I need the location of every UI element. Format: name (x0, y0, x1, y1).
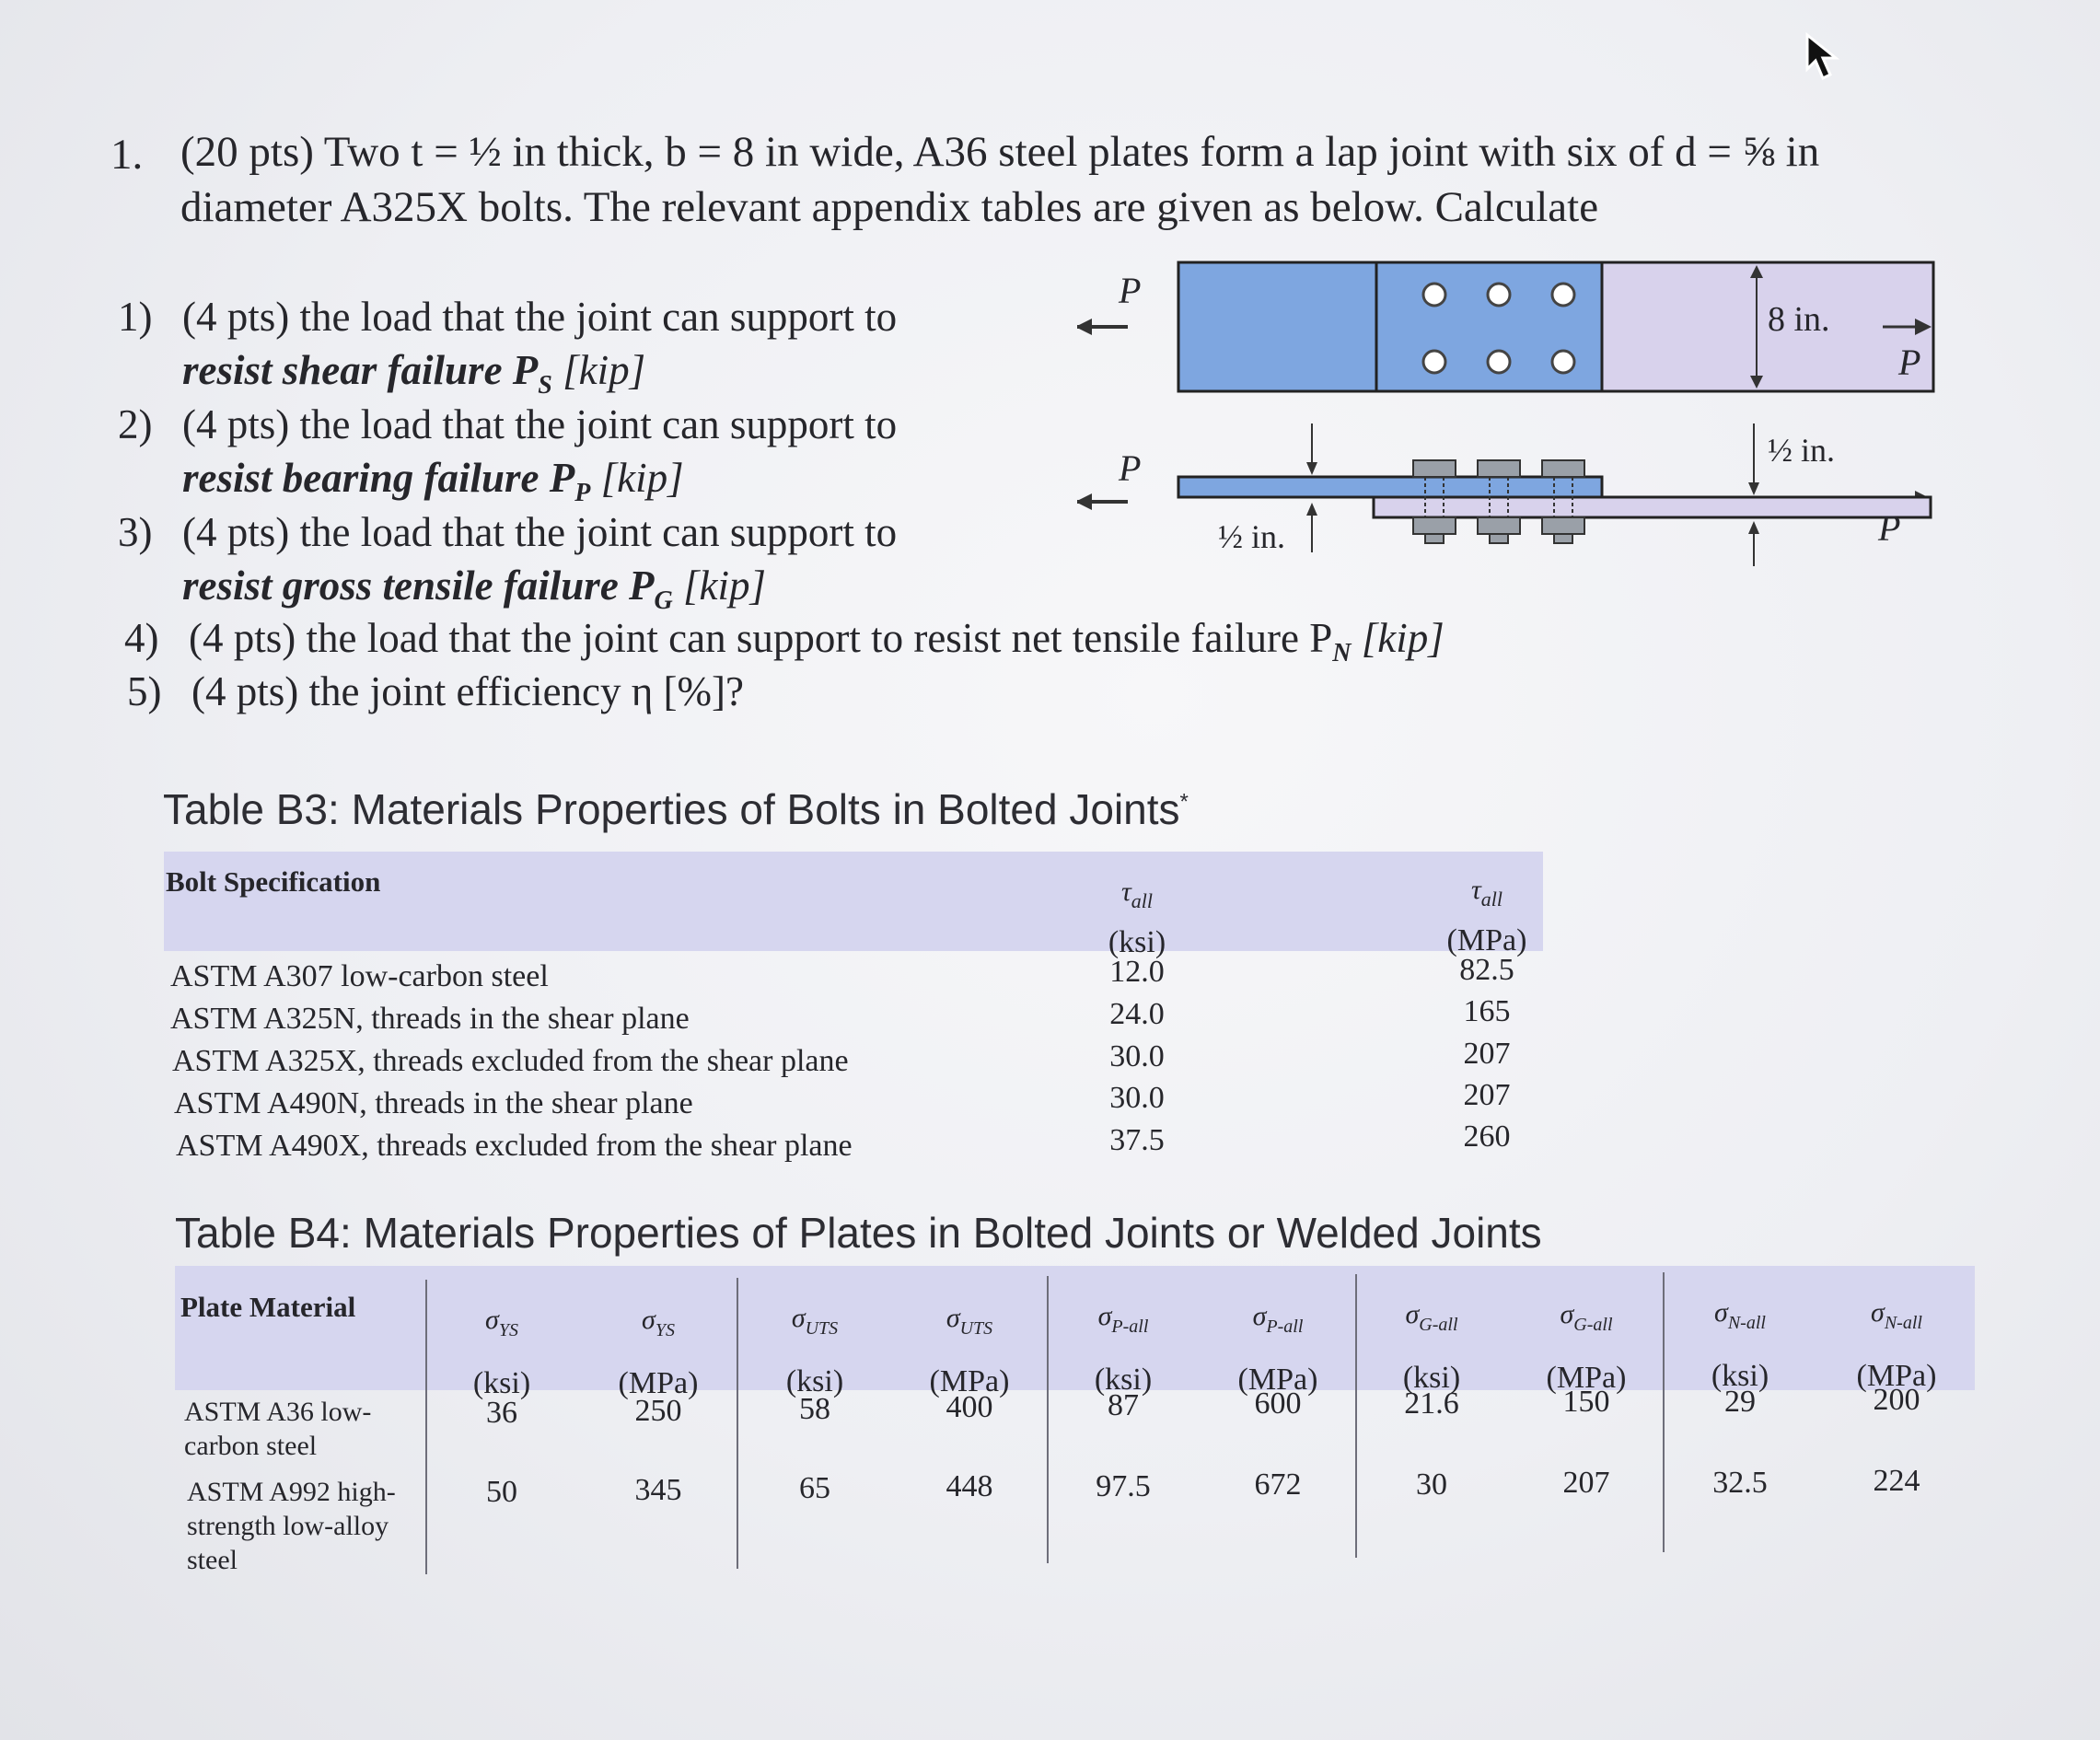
lap-joint-figure (1077, 258, 1979, 571)
table-cell: 224 (1873, 1464, 1920, 1498)
table-cell-mpa: 207 (1463, 1037, 1511, 1071)
table-cell: 207 (1562, 1466, 1610, 1500)
table-cell: 400 (946, 1390, 993, 1424)
table-cell: 345 (634, 1473, 682, 1507)
item-unit: [kip] (672, 563, 767, 609)
table-cell-mpa: 165 (1463, 994, 1511, 1028)
header-col: $\sigma_{UTS}$ (MPa) (929, 1303, 1010, 1398)
plate-side-lower (1374, 497, 1931, 517)
bolt-nut (1413, 517, 1456, 534)
table-row-spec: ASTM A490N, threads in the shear plane (174, 1086, 693, 1120)
table-row-spec: ASTM A325X, threads excluded from the shear plane (172, 1044, 849, 1078)
header-col: $\sigma_{N-all}$ (MPa) (1856, 1297, 1937, 1393)
item-number: 2) (118, 401, 153, 447)
row-material: ASTM A36 low- carbon steel (184, 1397, 372, 1461)
table-row-spec: ASTM A325N, threads in the shear plane (170, 1002, 690, 1036)
bolt-head (1413, 460, 1456, 477)
table-b4-title: Table B4: Materials Properties of Plates in Bolted Joints or Welded Joints (175, 1209, 1542, 1257)
table-cell: 32.5 (1712, 1466, 1768, 1500)
table-cell: 30 (1416, 1467, 1447, 1502)
header-col: $\sigma_{YS}$ (MPa) (618, 1305, 699, 1400)
question-item-3 (118, 505, 897, 628)
item-subscript: G (654, 586, 673, 615)
thickness-label-right: ½ in. (1768, 432, 1836, 469)
item-text: (4 pts) the load that the joint can support to (182, 509, 898, 555)
plate-side-upper (1178, 477, 1602, 497)
table-cell: 600 (1254, 1386, 1302, 1421)
table-cell: 672 (1254, 1467, 1302, 1502)
arrow-down-icon (1306, 462, 1317, 475)
table-cell: 87 (1108, 1388, 1139, 1422)
table-cell: 250 (634, 1394, 682, 1428)
row-material: ASTM A992 high- strength low-alloy steel (187, 1477, 396, 1575)
table-cell-ksi: 37.5 (1109, 1123, 1165, 1157)
item-subscript: P (574, 479, 591, 507)
table-divider (1355, 1274, 1357, 1558)
table-b3-header-spec: Bolt Specification (166, 865, 381, 898)
bolt-hole (1423, 351, 1445, 373)
thickness-label-left: ½ in. (1218, 518, 1286, 555)
bolt-hole (1488, 284, 1510, 306)
header-col: $\sigma_{P-all}$ (ksi) (1094, 1301, 1153, 1397)
table-cell: 200 (1873, 1383, 1920, 1417)
table-cell: 21.6 (1404, 1386, 1459, 1421)
mouse-pointer-icon (1803, 32, 1849, 87)
question-item-1 (118, 290, 897, 412)
load-label-right-bottom: P (1878, 507, 1901, 549)
arrow-down-icon (1748, 482, 1759, 495)
table-cell: 65 (799, 1471, 830, 1505)
item-unit: [kip] (590, 455, 684, 501)
table-cell: 97.5 (1096, 1469, 1151, 1503)
arrow-up-icon (1748, 521, 1759, 534)
bolt-tip (1490, 534, 1508, 543)
item-number: 4) (124, 615, 159, 661)
item-text: (4 pts) the joint efficiency η [%]? (191, 668, 744, 714)
load-label-left-top: P (1119, 270, 1142, 311)
item-number: 5) (127, 668, 162, 714)
item-unit: [kip] (551, 347, 646, 393)
header-col: $\sigma_{G-all}$ (ksi) (1402, 1299, 1461, 1395)
table-b3-header-tau-ksi: $\tau_{all}$ (ksi) (1108, 876, 1166, 959)
item-text-2: resist gross tensile failure P (182, 563, 655, 609)
item-text: (4 pts) the load that the joint can support to (182, 401, 898, 447)
table-b3-header-tau-mpa: $\tau_{all}$ (MPa) (1446, 875, 1527, 957)
item-number: 3) (118, 509, 153, 555)
table-divider (425, 1280, 427, 1574)
item-subscript: S (538, 371, 552, 400)
bolt-tip (1554, 534, 1572, 543)
question-item-2 (118, 398, 897, 520)
table-row-spec: ASTM A307 low-carbon steel (170, 959, 549, 993)
table-cell: 448 (946, 1469, 993, 1503)
table-row-spec: ASTM A490X, threads excluded from the shear plane (176, 1129, 853, 1163)
problem-line-2: diameter A325X bolts. The relevant appendix tables are given as below. Calculate (180, 183, 1599, 231)
table-cell-mpa: 260 (1463, 1119, 1511, 1154)
problem-line-1: (20 pts) Two t = ½ in thick, b = 8 in wide, A36 steel plates form a lap joint with six of d = ⅝ in (180, 128, 1820, 176)
bolt-hole (1552, 284, 1574, 306)
load-label-left-bottom: P (1119, 447, 1142, 489)
bolt-head (1542, 460, 1584, 477)
arrow-left-icon (1077, 493, 1092, 510)
table-cell-ksi: 30.0 (1109, 1039, 1165, 1073)
table-cell-ksi: 24.0 (1109, 997, 1165, 1031)
load-label-right-top: P (1898, 342, 1921, 383)
header-col: $\sigma_{UTS}$ (ksi) (785, 1303, 844, 1398)
table-divider (1047, 1276, 1049, 1563)
width-label: 8 in. (1768, 300, 1830, 339)
table-cell: 58 (799, 1392, 830, 1426)
item-text: (4 pts) the load that the joint can support to (182, 294, 898, 340)
problem-number: 1. (110, 131, 144, 179)
bolt-hole (1488, 351, 1510, 373)
header-col: $\sigma_{P-all}$ (MPa) (1237, 1301, 1318, 1397)
table-cell-mpa: 82.5 (1459, 953, 1514, 987)
header-col: $\sigma_{G-all}$ (MPa) (1546, 1299, 1627, 1395)
table-divider (1663, 1272, 1665, 1552)
table-cell: 29 (1724, 1385, 1756, 1419)
item-number: 1) (118, 294, 153, 340)
bolt-nut (1478, 517, 1520, 534)
table-cell-mpa: 207 (1463, 1078, 1511, 1112)
item-text: (4 pts) the load that the joint can support to resist net tensile failure P (189, 615, 1333, 661)
item-text-2: resist shear failure P (182, 347, 539, 393)
bolt-hole (1552, 351, 1574, 373)
bolt-tip (1425, 534, 1444, 543)
bolt-hole (1423, 284, 1445, 306)
bolt-head (1478, 460, 1520, 477)
arrow-left-icon (1077, 319, 1092, 335)
question-item-5 (127, 665, 744, 718)
item-unit: [kip] (1351, 615, 1444, 661)
table-cell: 36 (486, 1396, 517, 1430)
table-divider (737, 1278, 738, 1569)
header-col: $\sigma_{N-all}$ (ksi) (1711, 1297, 1769, 1393)
bolt-nut (1542, 517, 1584, 534)
table-b4-header-material: Plate Material (180, 1291, 356, 1323)
table-cell: 50 (486, 1475, 517, 1509)
arrow-up-icon (1306, 503, 1317, 516)
header-col: $\sigma_{YS}$ (ksi) (472, 1305, 531, 1400)
table-b3-title: Table B3: Materials Properties of Bolts in Bolted Joints* (163, 785, 1189, 833)
table-cell-ksi: 30.0 (1109, 1081, 1165, 1115)
item-subscript: N (1332, 639, 1352, 667)
table-cell: 150 (1562, 1385, 1610, 1419)
table-cell-ksi: 12.0 (1109, 955, 1165, 989)
item-text-2: resist bearing failure P (182, 455, 575, 501)
